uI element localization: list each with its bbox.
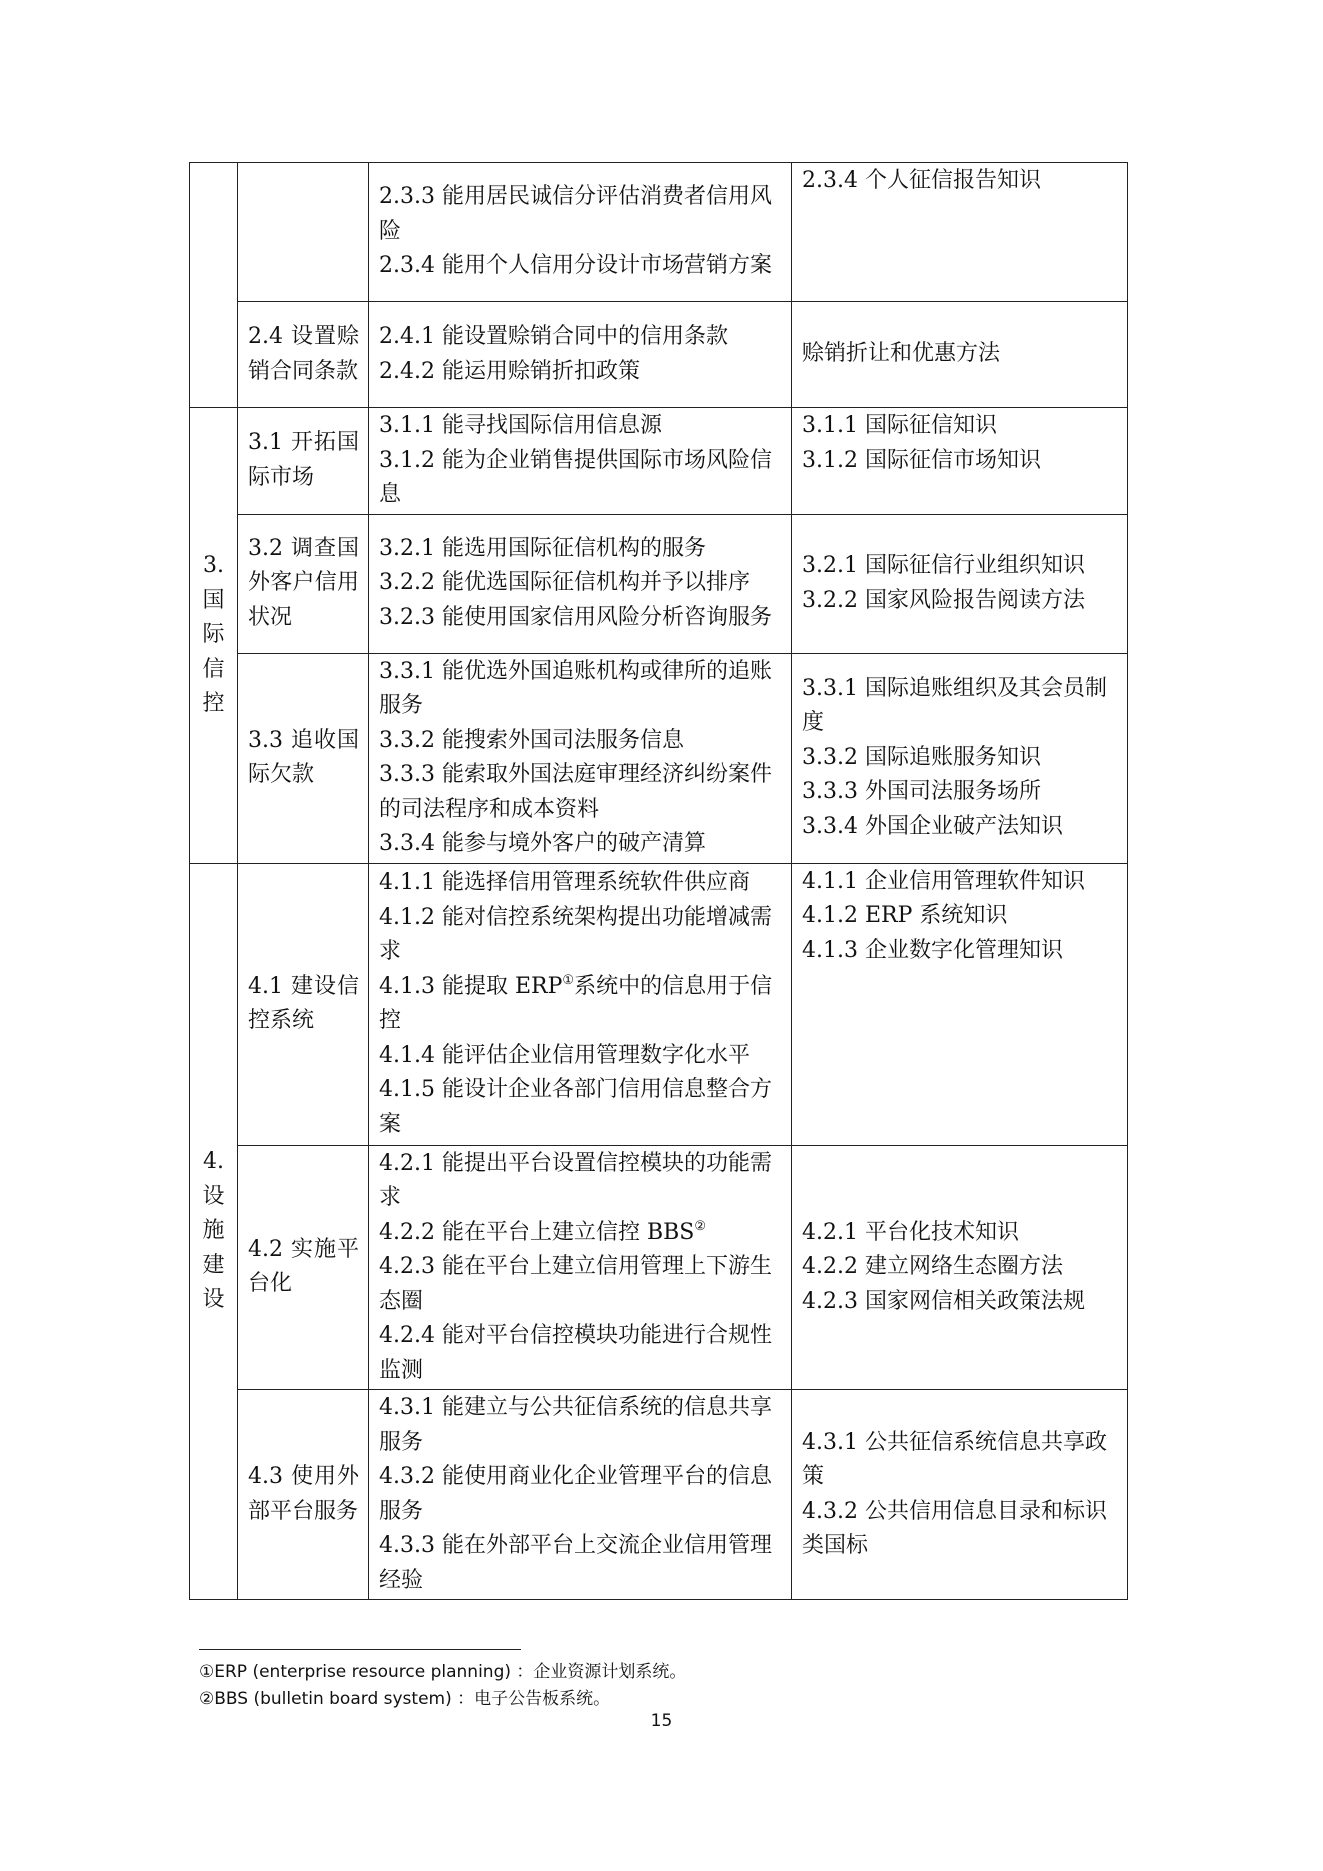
- skill-item: 2.3.4 能用个人信用分设计市场营销方案: [379, 253, 772, 279]
- skill-item-part: 系统中的信息用于信控: [379, 973, 773, 1033]
- skills-table: [189, 162, 1128, 1600]
- skill-item: 4.2.1 能提出平台设置信控模块的功能需求: [379, 1150, 772, 1210]
- area-char: 施: [202, 1218, 225, 1243]
- area-cell-4: [190, 863, 238, 1600]
- knowledge-item: 3.2.1 国际征信行业组织知识: [802, 553, 1085, 578]
- skill-item: 3.2.2 能优选国际征信机构并予以排序: [379, 570, 750, 596]
- area-number: 4.: [203, 1149, 224, 1174]
- knowledge-item: 3.2.2 国家风险报告阅读方法: [802, 587, 1085, 613]
- skill-item: 4.2.3 能在平台上建立信用管理上下游生态圈: [379, 1254, 772, 1314]
- unit-cell: 4.1 建设信控系统: [238, 863, 369, 1145]
- unit-cell: 3.1 开拓国际市场: [238, 408, 369, 515]
- skill-item: [379, 1216, 782, 1251]
- skill-item: 2.4.2 能运用赊销折扣政策: [379, 358, 640, 384]
- area-char: 控: [202, 691, 225, 716]
- unit-cell: [238, 163, 369, 302]
- table-row: [190, 163, 1128, 302]
- skill-item: 3.3.2 能搜索外国司法服务信息: [379, 727, 684, 753]
- unit-cell: 4.2 实施平台化: [238, 1145, 369, 1390]
- knowledge-cell: [792, 653, 1128, 863]
- footnote-text: ERP (enterprise resource planning) ：企业资源计划系统。: [214, 1662, 687, 1682]
- footnote-erp: [199, 1659, 686, 1686]
- knowledge-cell: [792, 514, 1128, 653]
- knowledge-item: 4.1.2 ERP 系统知识: [802, 903, 1008, 928]
- skill-item: 4.1.5 能设计企业各部门信用信息整合方案: [379, 1077, 772, 1137]
- skill-item: 3.2.3 能使用国家信用风险分析咨询服务: [379, 604, 772, 630]
- skill-item: 4.1.1 能选择信用管理系统软件供应商: [379, 870, 750, 895]
- knowledge-item: 3.3.4 外国企业破产法知识: [802, 813, 1063, 839]
- area-char: 信: [202, 656, 225, 682]
- skill-item: 4.3.2 能使用商业化企业管理平台的信息服务: [379, 1464, 772, 1524]
- knowledge-item: 4.2.2 建立网络生态圈方法: [802, 1254, 1063, 1279]
- knowledge-item: 3.3.1 国际追账组织及其会员制度: [802, 675, 1107, 736]
- skill-item: 2.4.1 能设置赊销合同中的信用条款: [379, 324, 728, 349]
- skill-item: 3.3.4 能参与境外客户的破产清算: [379, 831, 706, 856]
- skill-item: 4.1.4 能评估企业信用管理数字化水平: [379, 1042, 750, 1068]
- unit-cell: 3.3 追收国际欠款: [238, 653, 369, 863]
- skill-item: 3.3.1 能优选外国追账机构或律所的追账服务: [379, 658, 772, 718]
- skills-cell: [369, 514, 792, 653]
- knowledge-cell: [792, 863, 1128, 1145]
- skills-cell: [369, 163, 792, 302]
- unit-cell: 2.4 设置赊销合同条款: [238, 302, 369, 408]
- table-row: [190, 408, 1128, 515]
- footnote-marker: ②: [199, 1689, 215, 1709]
- knowledge-item: 3.1.1 国际征信知识: [802, 413, 997, 438]
- knowledge-item: 4.1.1 企业信用管理软件知识: [802, 868, 1085, 894]
- footnote-divider: [199, 1649, 521, 1650]
- skill-item: 3.2.1 能选用国际征信机构的服务: [379, 535, 706, 561]
- skills-cell: [369, 1145, 792, 1390]
- skill-item: 4.1.2 能对信控系统架构提出功能增减需求: [379, 904, 772, 964]
- table-row: [190, 863, 1128, 1145]
- table-row: [190, 302, 1128, 408]
- area-char: 国: [202, 587, 225, 613]
- area-char: 设: [202, 1183, 225, 1209]
- skills-cell: [369, 1390, 792, 1600]
- knowledge-item: 4.3.2 公共信用信息目录和标识类国标: [802, 1498, 1107, 1558]
- knowledge-item: 4.2.3 国家网信相关政策法规: [802, 1288, 1085, 1314]
- footnotes: [199, 1659, 686, 1713]
- knowledge-item: 3.1.2 国际征信市场知识: [802, 447, 1041, 473]
- knowledge-item: 3.3.2 国际追账服务知识: [802, 744, 1041, 770]
- unit-cell: 4.3 使用外部平台服务: [238, 1390, 369, 1600]
- knowledge-item: 2.3.4 个人征信报告知识: [802, 168, 1041, 193]
- skill-item: 4.3.3 能在外部平台上交流企业信用管理经验: [379, 1533, 772, 1593]
- table-row: [190, 1390, 1128, 1600]
- knowledge-item: 赊销折让和优惠方法: [802, 341, 1001, 367]
- skill-item-part: 4.2.2 能在平台上建立信控 BBS: [379, 1219, 695, 1245]
- skill-item-part: 4.1.3 能提取 ERP: [379, 973, 563, 999]
- knowledge-cell: [792, 163, 1128, 302]
- footnote-text: BBS (bulletin board system) ：电子公告板系统。: [214, 1689, 611, 1709]
- page-number: 15: [650, 1711, 673, 1731]
- table-row: [190, 514, 1128, 653]
- area-cell-2: [190, 163, 238, 408]
- area-char: 建: [202, 1252, 225, 1278]
- area-cell-3: [190, 408, 238, 864]
- knowledge-item: 4.3.1 公共征信系统信息共享政策: [802, 1429, 1107, 1489]
- footnote-marker: ①: [199, 1662, 215, 1682]
- skill-item: 4.3.1 能建立与公共征信系统的信息共享服务: [379, 1395, 772, 1455]
- knowledge-item: 4.1.3 企业数字化管理知识: [802, 937, 1063, 963]
- footnote-bbs: [199, 1686, 686, 1713]
- skills-cell: [369, 863, 792, 1145]
- table-row: [190, 653, 1128, 863]
- area-char: 设: [202, 1287, 225, 1312]
- skill-item: 4.2.4 能对平台信控模块功能进行合规性监测: [379, 1323, 772, 1383]
- skills-cell: [369, 302, 792, 408]
- footnote-ref-bbs: ②: [694, 1218, 707, 1234]
- skill-item: 3.1.1 能寻找国际信用信息源: [379, 413, 662, 438]
- knowledge-cell: [792, 408, 1128, 515]
- skill-item: [379, 970, 782, 1039]
- knowledge-cell: [792, 1145, 1128, 1390]
- skill-item: 3.1.2 能为企业销售提供国际市场风险信息: [379, 447, 772, 507]
- skills-cell: [369, 653, 792, 863]
- skill-item: 3.3.3 能索取外国法庭审理经济纠纷案件的司法程序和成本资料: [379, 762, 772, 822]
- table-row: [190, 1145, 1128, 1390]
- footnote-ref-erp: ①: [562, 972, 575, 988]
- area-number: 3.: [203, 553, 224, 578]
- unit-cell: 3.2 调查国外客户信用状况: [238, 514, 369, 653]
- knowledge-item: 4.2.1 平台化技术知识: [802, 1219, 1019, 1245]
- knowledge-cell: [792, 302, 1128, 408]
- area-char: 际: [202, 622, 225, 647]
- knowledge-item: 3.3.3 外国司法服务场所: [802, 779, 1041, 805]
- skill-item: 2.3.3 能用居民诚信分评估消费者信用风险: [379, 184, 772, 244]
- knowledge-cell: [792, 1390, 1128, 1600]
- skills-cell: [369, 408, 792, 515]
